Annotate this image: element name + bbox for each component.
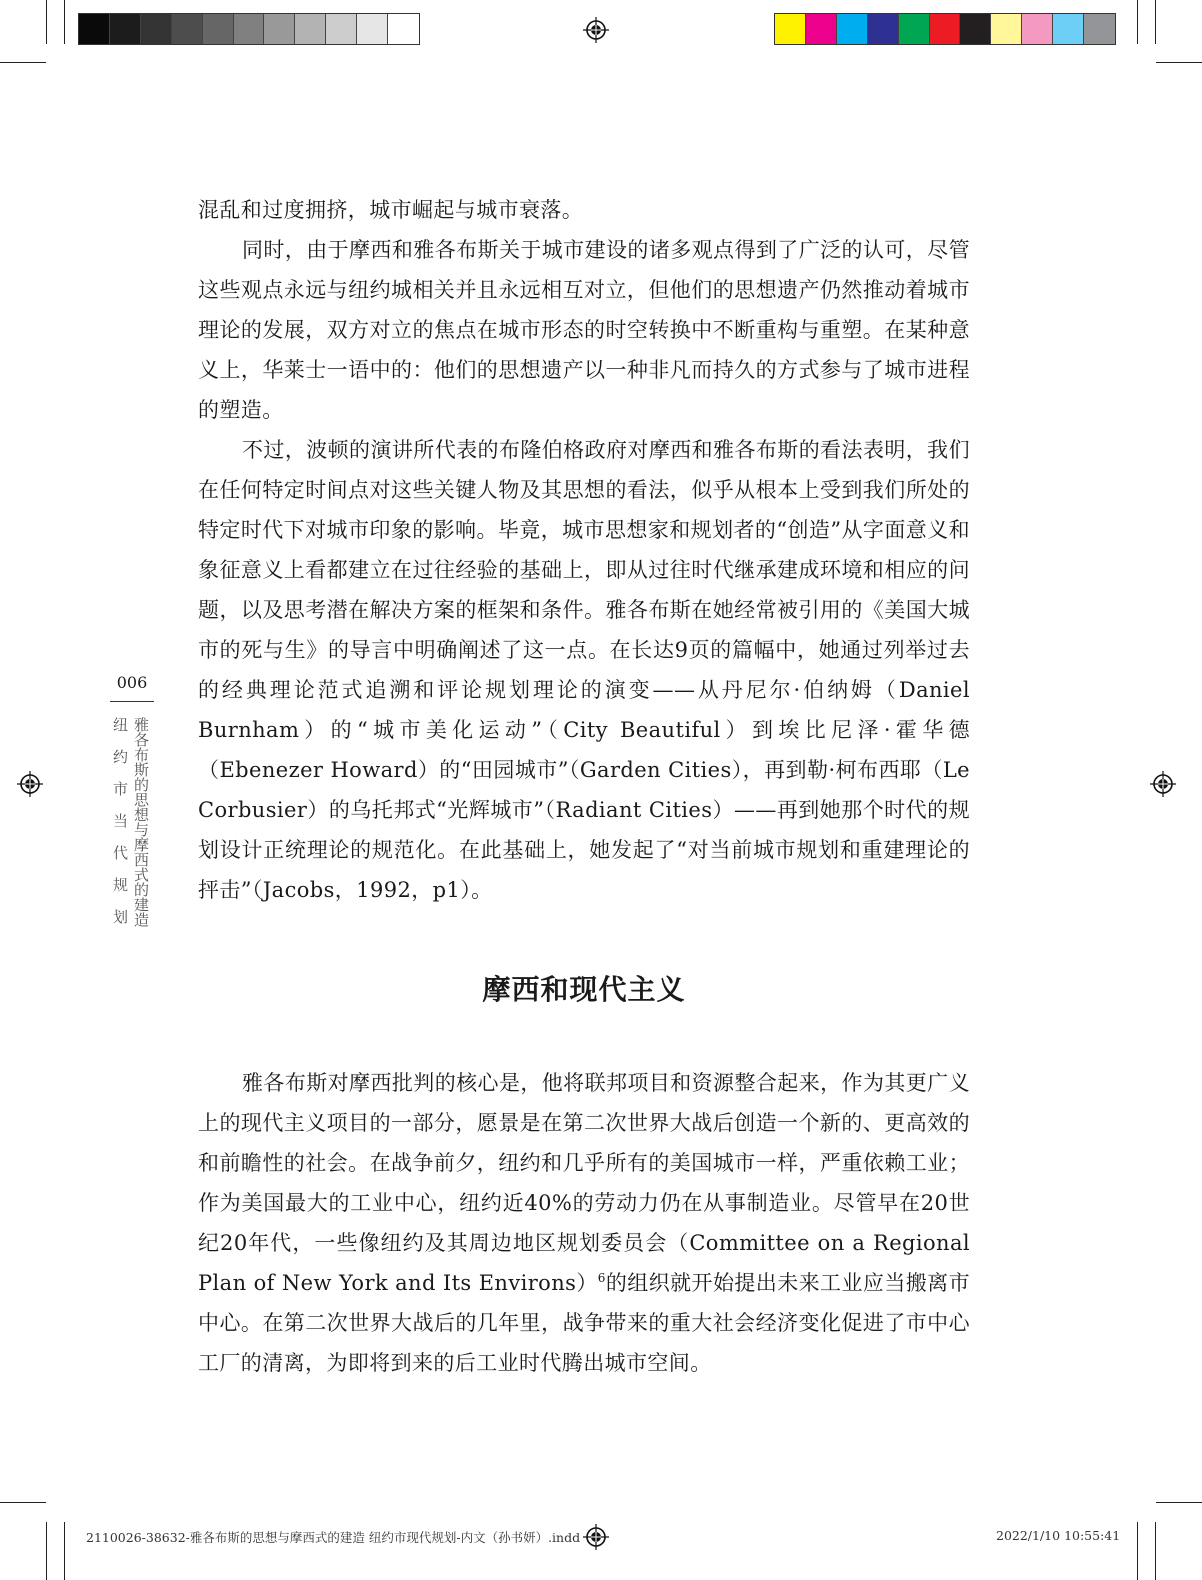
crop-mark: [0, 62, 46, 63]
crop-mark: [46, 0, 47, 44]
process-color-bar: [774, 13, 1116, 45]
slug-timestamp: 2022/1/10 10:55:41: [996, 1528, 1121, 1543]
crop-mark: [1156, 62, 1202, 63]
color-swatch: [806, 14, 837, 44]
crop-mark: [1137, 1522, 1138, 1580]
color-swatch: [775, 14, 806, 44]
paragraph-4: [198, 1063, 970, 1383]
color-swatch: [110, 14, 141, 44]
color-swatch: [1053, 14, 1084, 44]
grayscale-color-bar: [78, 13, 420, 45]
body-text-top: [198, 190, 970, 910]
color-swatch: [960, 14, 991, 44]
crop-mark: [1155, 1522, 1156, 1580]
color-swatch: [79, 14, 110, 44]
color-swatch: [1022, 14, 1053, 44]
color-swatch: [1084, 14, 1115, 44]
color-swatch: [234, 14, 265, 44]
color-swatch: [991, 14, 1022, 44]
color-swatch: [141, 14, 172, 44]
paragraph-1: 混乱和过度拥挤，城市崛起与城市衰落。: [198, 198, 584, 222]
color-swatch: [837, 14, 868, 44]
footnote-ref: 6: [597, 1271, 606, 1285]
registration-mark-icon: [583, 17, 609, 43]
color-swatch: [930, 14, 961, 44]
page-number: 006: [116, 673, 148, 692]
color-swatch: [326, 14, 357, 44]
crop-mark: [46, 1522, 47, 1580]
paragraph-3: 不过，波顿的演讲所代表的布隆伯格政府对摩西和雅各布斯的看法表明，我们在任何特定时间点对这些关键人物及其思想的看法，似乎从根本上受到我们所处的特定时代下对城市印象的影响。毕竟，城市思想家和规划者的“创造”从字面意义和象征意义上看都建立在过往经验的基础上，即从过往时代继承建成环境和相应的问题，以及思考潜在解决方案的框架和条件。雅各布斯在她经常被引用的《美国大城市的死与生》的导言中明确阐述了这一点。在长达9页的篇幅中，她通过列举过去的经典理论范式追溯和评论规划理论的演变——从丹尼尔·伯纳姆（Daniel Burnham）的“城市美化运动”（City Beautiful）到埃比尼泽·霍华德（Ebenezer Howard）的“田园城市”（Garden Cities），再到勒·柯布西耶（Le Corbusier）的乌托邦式“光辉城市”（Radiant Cities）——再到她那个时代的规划设计正统理论的规范化。在此基础上，她发起了“对当前城市规划和重建理论的抨击”（Jacobs，1992，p1）。: [198, 438, 970, 902]
color-swatch: [899, 14, 930, 44]
color-swatch: [203, 14, 234, 44]
crop-mark: [1156, 1502, 1202, 1503]
slug-filename: 2110026-38632-雅各布斯的思想与摩西式的建造 纽约市现代规划-内文（孙书妍）.indd: [86, 1530, 581, 1545]
body-text-bottom: [198, 1063, 970, 1383]
color-swatch: [295, 14, 326, 44]
paragraph-4-text: 雅各布斯对摩西批判的核心是，他将联邦项目和资源整合起来，作为其更广义上的现代主义项目的一部分，愿景是在第二次世界大战后创造一个新的、更高效的和前瞻性的社会。在战争前夕，纽约和几乎所有的美国城市一样，严重依赖工业；作为美国最大的工业中心，纽约近40%的劳动力仍在从事制造业。尽管早在20世纪20年代，一些像纽约及其周边地区规划委员会（Committee on a Regional Plan of New York and Its Environs）: [198, 1071, 970, 1295]
crop-mark: [1137, 0, 1138, 44]
paragraph-4-text-cont: 的组织就开始提出未来工业应当搬离市中心。在第二次世界大战后的几年里，战争带来的重大社会经济变化促进了市中心工厂的清离，为即将到来的后工业时代腾出城市空间。: [198, 1271, 970, 1375]
running-title-sub: 纽约市当代规划: [111, 717, 129, 941]
crop-mark: [1155, 0, 1156, 44]
registration-mark-icon: [1150, 771, 1176, 797]
crop-mark: [64, 0, 65, 44]
paragraph-2: 同时，由于摩西和雅各布斯关于城市建设的诸多观点得到了广泛的认可，尽管这些观点永远与纽约城相关并且永远相互对立，但他们的思想遗产仍然推动着城市理论的发展，双方对立的焦点在城市形态的时空转换中不断重构与重塑。在某种意义上，华莱士一语中的：他们的思想遗产以一种非凡而持久的方式参与了城市进程的塑造。: [198, 238, 970, 422]
folio-rule: [110, 701, 154, 702]
color-swatch: [264, 14, 295, 44]
color-swatch: [172, 14, 203, 44]
running-title-main: 雅各布斯的思想与摩西式的建造: [132, 717, 150, 927]
crop-mark: [64, 1522, 65, 1580]
registration-mark-icon: [17, 771, 43, 797]
color-swatch: [868, 14, 899, 44]
registration-mark-icon: [583, 1524, 609, 1550]
color-swatch: [357, 14, 388, 44]
crop-mark: [0, 1502, 46, 1503]
section-heading: 摩西和现代主义: [482, 973, 686, 1006]
color-swatch: [388, 14, 419, 44]
